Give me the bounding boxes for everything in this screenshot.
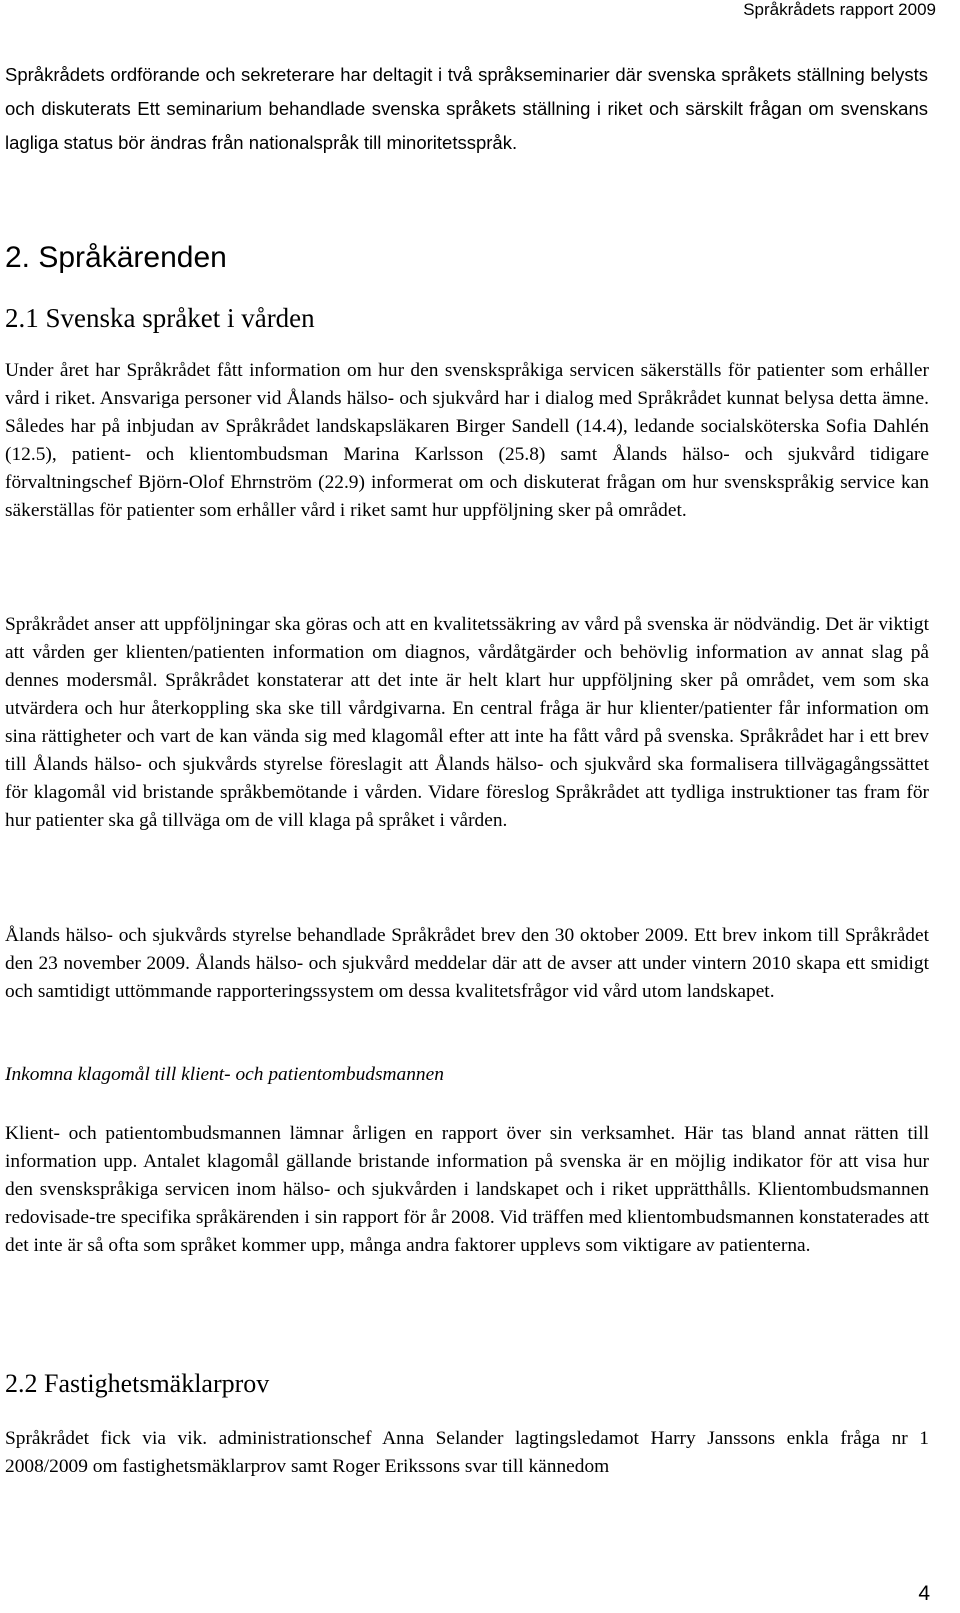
body-paragraph: Klient- och patientombudsmannen lämnar årligen en rapport över sin verksamhet. Här tas bland annat rätten till information upp. Antalet klagomål gällande bristande information på svenska är en möjlig indikator för att visa hur den svenskspråkiga servicen inom hälso- och sjukvården i landskapet och i riket upprätthålls. Klientombudsmannen redovisade-tre specifika språkärenden i sin rapport för år 2008. Vid träffen med klientombudsmannen konstaterades att det inte är så ofta som språket kommer upp, många andra faktorer upplevs som viktigare av patienterna. [5, 1123, 929, 1256]
section-heading-svenska-spraket-i-varden: 2.1 Svenska språket i vården [5, 303, 315, 333]
subheading-klagomal: Inkomna klagomål till klient- och patientombudsmannen [5, 1064, 444, 1085]
body-paragraph: Språkrådet anser att uppföljningar ska göras och att en kvalitetssäkring av vård på svenska är nödvändig. Det är viktigt att vården ger klienten/patienten information om diagnos, vårdåtgärder och behövlig information av annat slag på dennes modersmål. Språkrådet konstaterar att det inte är helt klart hur uppföljning sker på området, vem som ska utvärdera och hur återkoppling ska ske till vårdgivarna. En central fråga är hur klienter/patienter får information om sina rättigheter och vart de kan vända sig med klagomål efter att inte ha fått vård på svenska. Språkrådet har i ett brev till Ålands hälso- och sjukvårds styrelse föreslagit att Ålands hälso- och sjukvård ska formalisera tillvägagångssättet för klagomål vid bristande språkbemötande i vården. Vidare föreslog Språkrådet att tydliga instruktioner tas fram för hur patienter ska gå tillväga om de vill klaga på språket i vården. [5, 614, 929, 831]
intro-paragraph: Språkrådets ordförande och sekreterare har deltagit i två språkseminarier där svenska språkets ställning belysts och diskuterats Ett seminarium behandlade svenska språkets ställning i riket och särskilt frågan om svenskans lagliga status bör ändras från nationalspråk till minoritetsspråk. [5, 64, 928, 153]
body-paragraph: Under året har Språkrådet fått information om hur den svenskspråkiga servicen säkerställs för patienter som erhåller vård i riket. Ansvariga personer vid Ålands hälso- och sjukvård har i dialog med Språkrådet kunnat belysa detta ämne. Således har på inbjudan av Språkrådet landskapsläkaren Birger Sandell (14.4), ledande socialsköterska Sofia Dahlén (12.5), patient- och klientombudsman Marina Karlsson (25.8) samt Ålands hälso- och sjukvård tidigare förvaltningschef Björn-Olof Ehrnström (22.9) informerat om och diskuterat frågan om hur svenskspråkig service kan säkerställas för patienter som erhåller vård i riket samt hur uppföljning sker på området. [5, 360, 929, 521]
body-paragraph: Språkrådet fick via vik. administrationschef Anna Selander lagtingsledamot Harry Janssons enkla fråga nr 1 2008/2009 om fastighetsmäklarprov samt Roger Erikssons svar till kännedom [5, 1428, 929, 1477]
section-heading-fastighetsmaklarprov: 2.2 Fastighetsmäklarprov [5, 1369, 270, 1398]
section-heading-sprakarenden: 2. Språkärenden [5, 241, 227, 274]
body-paragraph: Ålands hälso- och sjukvårds styrelse behandlade Språkrådet brev den 30 oktober 2009. Ett brev inkom till Språkrådet den 23 november 2009. Ålands hälso- och sjukvård meddelar där att de avser att under vintern 2010 skapa ett smidigt och samtidigt uttömmande rapporteringssystem om dessa kvalitetsfrågor vid vård utom landskapet. [5, 925, 929, 1002]
running-header: Språkrådets rapport 2009 [743, 0, 936, 19]
page-number: 4 [918, 1582, 930, 1605]
